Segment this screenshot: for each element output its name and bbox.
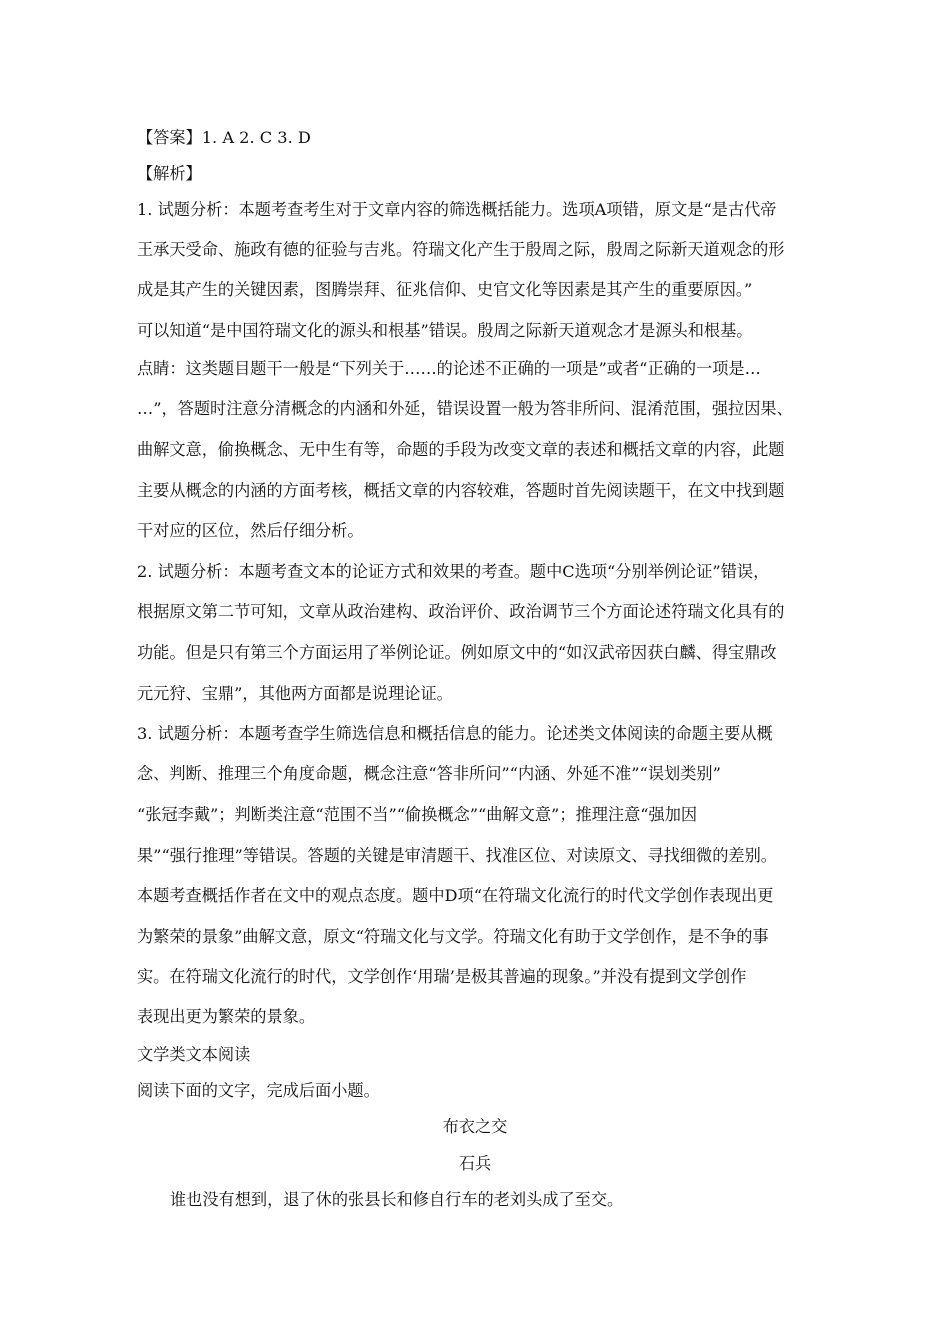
- text-line: 2. 试题分析：本题考查文本的论证方式和效果的考查。题中C选项“分别举例论证”错误，: [137, 562, 770, 581]
- text-line: 曲解文意，偷换概念、无中生有等，命题的手段为改变文章的表述和概括文章的内容，此题: [137, 440, 785, 459]
- section-title: 文学类文本阅读: [137, 1045, 251, 1064]
- text-line: “张冠李戴”；判断类注意“范围不当”“偷换概念”“曲解文意”；推理注意“强加因: [137, 805, 698, 824]
- text-line: 王承天受命、施政有德的征验与吉兆。符瑞文化产生于殷周之际，殷周之际新天道观念的形: [137, 240, 785, 259]
- text-line: 果”“强行推理”等错误。答题的关键是审清题干、找准区位、对读原文、寻找细微的差别。: [137, 846, 777, 865]
- instruction: 阅读下面的文字，完成后面小题。: [137, 1081, 380, 1100]
- text-line: 干对应的区位，然后仔细分析。: [137, 521, 364, 540]
- text-line: 可以知道“是中国符瑞文化的源头和根基”错误。殷周之际新天道观念才是源头和根基。: [137, 321, 753, 340]
- text-line: 本题考查概括作者在文中的观点态度。题中D项“在符瑞文化流行的时代文学创作表现出更: [137, 886, 774, 905]
- text-line: 念、判断、推理三个角度命题，概念注意“答非所问”“内涵、外延不准”“误划类别”: [137, 764, 721, 783]
- story-title: 布衣之交: [442, 1117, 508, 1136]
- answer-line: 【答案】1. A 2. C 3. D: [137, 128, 311, 147]
- text-line: 主要从概念的内涵的方面考核，概括文章的内容较难，答题时首先阅读题干，在文中找到题: [137, 481, 785, 500]
- text-line: 表现出更为繁荣的景象。: [137, 1007, 316, 1026]
- text-line: 实。在符瑞文化流行的时代，文学创作‘用瑞’是极其普遍的现象。”并没有提到文学创作: [137, 967, 747, 986]
- text-line: 3. 试题分析：本题考查学生筛选信息和概括信息的能力。论述类文体阅读的命题主要从概: [137, 724, 773, 743]
- text-line: 元元狩、宝鼎”，其他两方面都是说理论证。: [137, 684, 453, 703]
- text-line: 点睛：这类题目题干一般是“下列关于……的论述不正确的一项是”或者“正确的一项是…: [137, 359, 761, 378]
- text-line: 根据原文第二节可知，文章从政治建构、政治评价、政治调节三个方面论述符瑞文化具有的: [137, 602, 785, 621]
- text-line: …”，答题时注意分清概念的内涵和外延，错误设置一般为答非所问、混淆范围，强拉因果、: [137, 399, 793, 418]
- text-line: 1. 试题分析：本题考查考生对于文章内容的筛选概括能力。选项A项错，原文是“是古代帝: [137, 200, 777, 219]
- story-first-line: 谁也没有想到，退了休的张县长和修自行车的老刘头成了至交。: [170, 1190, 624, 1209]
- text-line: 功能。但是只有第三个方面运用了举例论证。例如原文中的“如汉武帝因获白麟、得宝鼎改: [137, 643, 777, 662]
- story-author: 石兵: [458, 1154, 492, 1173]
- text-line: 为繁荣的景象”曲解文意，原文“符瑞文化与文学。符瑞文化有助于文学创作，是不争的事: [137, 927, 769, 946]
- text-line: 成是其产生的关键因素，图腾崇拜、征兆信仰、史官文化等因素是其产生的重要原因。”: [137, 280, 753, 299]
- analysis-header: 【解析】: [137, 164, 202, 183]
